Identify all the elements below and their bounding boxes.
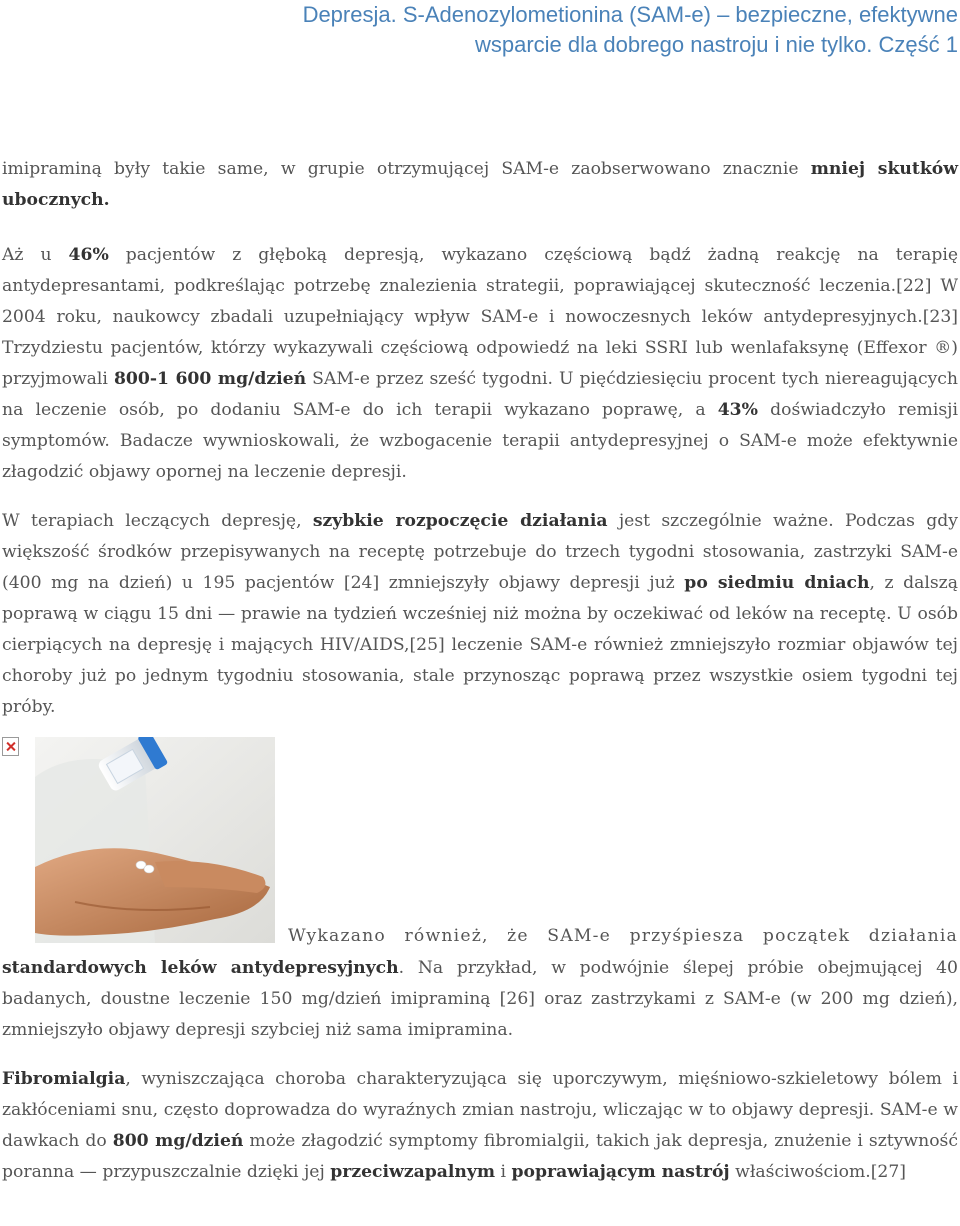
- bold-run: po siedmiu dniach: [684, 573, 870, 593]
- bold-run: standardowych leków antydepresyjnych: [2, 958, 399, 978]
- bold-run: mniej skutków ubocznych.: [2, 159, 958, 210]
- bold-run: szybkie rozpoczęcie działania: [312, 511, 608, 531]
- bold-run: przeciwzapalnym: [330, 1162, 496, 1182]
- paragraph-5: [2, 1064, 958, 1188]
- paragraph-4: [2, 953, 958, 1046]
- text-run: i: [495, 1162, 512, 1182]
- bold-run: 43%: [717, 400, 758, 420]
- header-line-1: Depresja. S-Adenozylometionina (SAM-e) – bezpieczne, efektywne: [302, 2, 958, 27]
- text-run: właściwościom.[27]: [729, 1162, 906, 1182]
- paragraph-1: [2, 154, 958, 216]
- text-run: . Na przykład, w podwójnie ślepej próbie obejmującej 40 badanych, doustne leczenie 150 mg/dzień imipraminą [26] oraz zastrzykami z SAM-e (w 200 mg dzień), zmniejszyło objawy depresji szybciej niż sama imipramina.: [2, 958, 958, 1040]
- text-run: , wyniszczająca choroba charakteryzująca się uporczywym, mięśniowo-szkieletowy bólem i zakłóceniami snu, często doprowadza do wyraźnych zmian nastroju, wliczając w to objawy depresji. SAM-e w dawkach do: [2, 1069, 958, 1151]
- paragraph-3: [2, 506, 958, 723]
- image-block: [2, 737, 958, 946]
- text-run: jest szczególnie ważne. Podczas gdy większość środków przepisywanych na receptę potrzebuje do trzech tygodni stosowania, zastrzyki SAM-e (400 mg na dzień) u 195 pacjentów [24] zmniejszyły objawy depresji już: [2, 511, 958, 593]
- page-header: [198, 0, 958, 60]
- text-run: imipraminą były takie same, w grupie otrzymującej SAM-e zaobserwowano znacznie: [2, 159, 811, 179]
- bold-run: poprawiającym nastrój: [511, 1162, 730, 1182]
- bold-run: 46%: [68, 245, 109, 265]
- hand-with-pills-photo: [35, 737, 275, 943]
- text-run: W terapiach leczących depresję,: [2, 511, 313, 531]
- image-caption-line: Wykazano również, że SAM-e przyśpiesza początek działania: [288, 926, 958, 946]
- paragraph-2: [2, 240, 958, 488]
- text-run: pacjentów z głęboką depresją, wykazano częściową bądź żadną reakcję na terapię antydepresantami, podkreślając potrzebę znalezienia strategii, poprawiającej skuteczność leczenia.[22] W 2004 roku, naukowcy zbadali uzupełniający wpływ SAM-e i nowoczesnych leków antydepresyjnych.[23] Trzydziestu pacjentów, którzy wykazywali częściową odpowiedź na leki SSRI lub wenlafaksynę (Effexor ®) przyjmowali: [2, 245, 958, 389]
- bold-run: 800-1 600 mg/dzień: [113, 369, 307, 389]
- text-run: SAM-e przez sześć tygodni. U pięćdziesięciu procent tych niereagujących na leczenie osób, po dodaniu SAM-e do ich terapii wykazano poprawę, a: [2, 369, 958, 420]
- bold-run: Fibromialgia: [2, 1069, 126, 1089]
- text-run: może złagodzić symptomy fibromialgii, takich jak depresja, znużenie i sztywność poranna — przypuszczalnie dzięki jej: [2, 1131, 958, 1182]
- article-body: [2, 154, 958, 1188]
- text-run: doświadczyło remisji symptomów. Badacze wywnioskowali, że wzbogacenie terapii antydepresyjnej o SAM-e może efektywnie złagodzić objawy opornej na leczenie depresji.: [2, 400, 958, 482]
- text-run: , z dalszą poprawą w ciągu 15 dni — prawie na tydzień wcześniej niż można by oczekiwać od leków na receptę. U osób cierpiących na depresję i mających HIV/AIDS,[25] leczenie SAM-e również zmniejszyło rozmiar objawów tej choroby już po jednym tygodniu stosowania, stale przynosząc poprawą przez wszystkie osiem tygodni tej próby.: [2, 573, 958, 717]
- broken-image-icon: [2, 737, 19, 756]
- header-line-2: wsparcie dla dobrego nastroju i nie tylko. Część 1: [474, 32, 958, 57]
- text-run: Aż u: [2, 245, 69, 265]
- bold-run: 800 mg/dzień: [112, 1131, 244, 1151]
